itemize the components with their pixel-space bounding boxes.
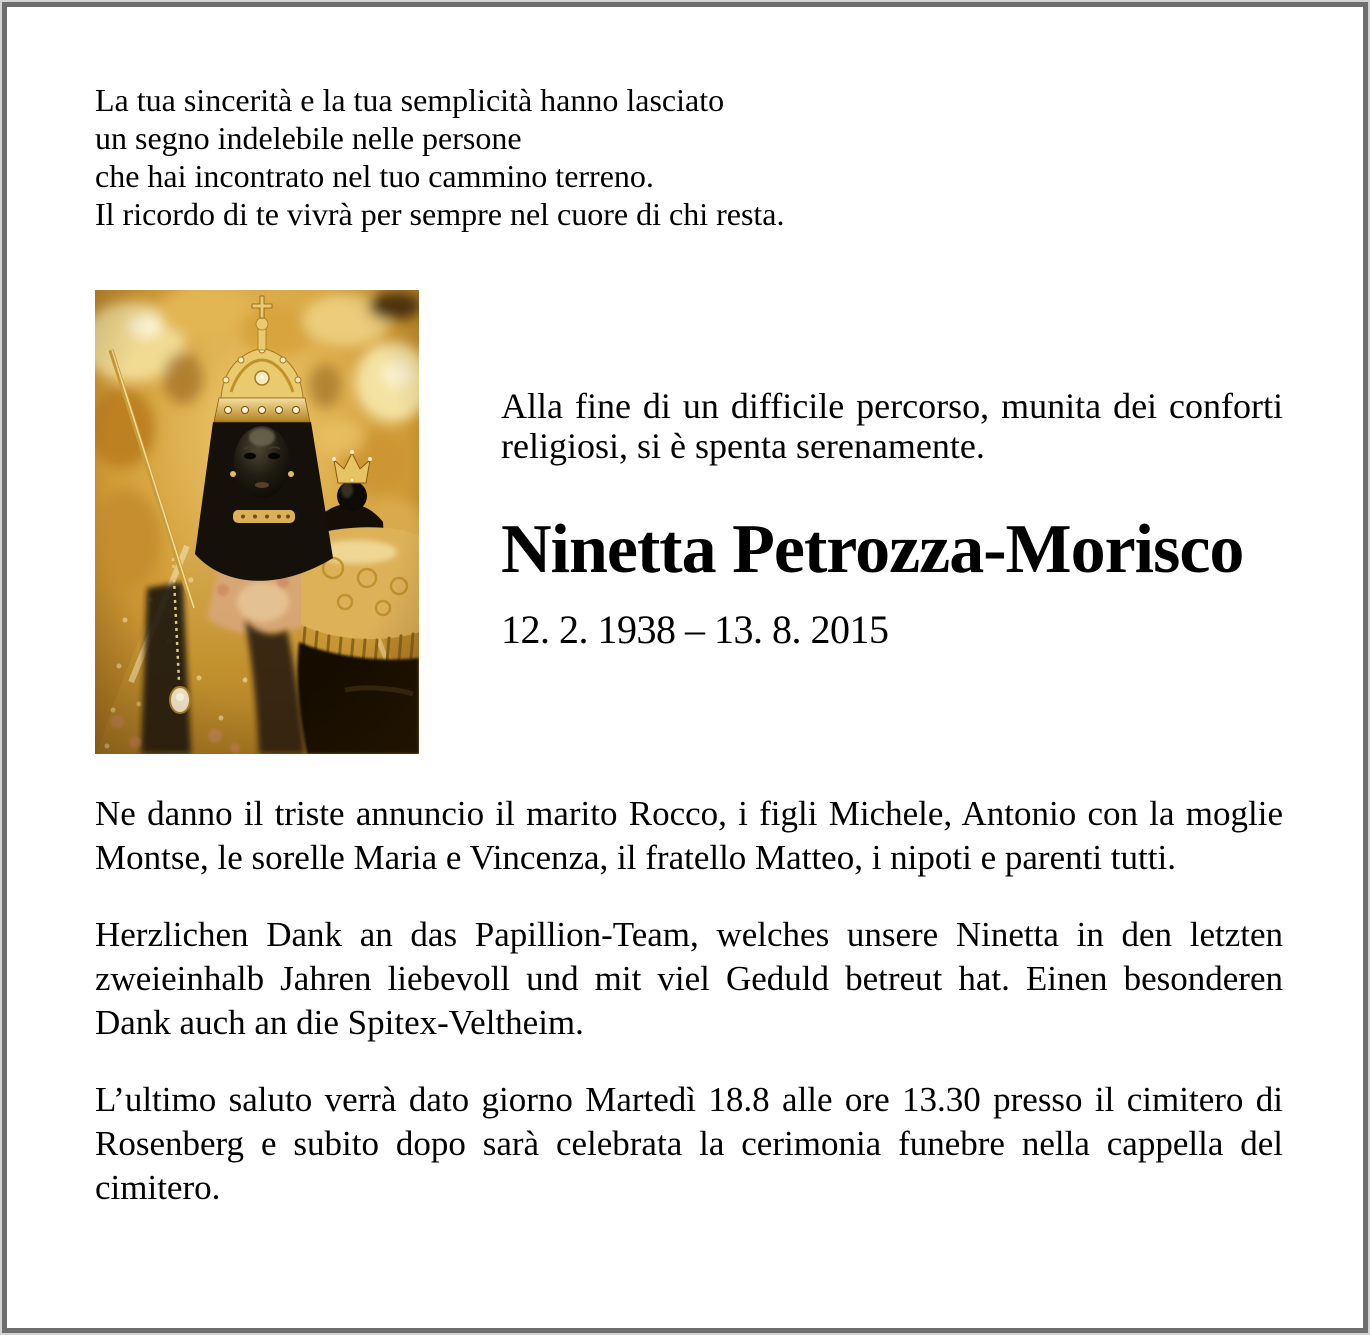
photo-and-name-section	[95, 290, 1283, 754]
deceased-name: Ninetta Petrozza-Morisco	[501, 511, 1244, 588]
memorial-quote	[95, 81, 1283, 233]
madonna-photo	[95, 290, 419, 754]
quote-line: Il ricordo di te vivrà per sempre nel cuore di chi resta.	[95, 196, 785, 232]
quote-line: che hai incontrato nel tuo cammino terreno.	[95, 158, 654, 194]
thanks-paragraph: Herzlichen Dank an das Papillion-Team, welches unsere Ninetta in den letzten zweieinhalb Jahren liebevoll und mit viel Geduld betreut hat. Einen besonderen Dank auch an die Spitex-Veltheim.	[95, 915, 1283, 1042]
announcement-paragraph: Ne danno il triste annuncio il marito Rocco, i figli Michele, Antonio con la moglie Montse, le sorelle Maria e Vincenza, il fratello Matteo, i nipoti e parenti tutti.	[95, 794, 1283, 877]
black-madonna-illustration	[95, 290, 419, 754]
farewell-paragraph: L’ultimo saluto verrà dato giorno Martedì 18.8 alle ore 13.30 presso il cimitero di Rosenberg e subito dopo sarà celebrata la cerimonia funebre nella cappella del cimitero.	[95, 1080, 1283, 1207]
quote-line: La tua sincerità e la tua semplicità hanno lasciato	[95, 82, 725, 118]
quote-line: un segno indelebile nelle persone	[95, 120, 522, 156]
intro-text: Alla fine di un difficile percorso, munita dei conforti religiosi, si è spenta serenamente.	[501, 386, 1283, 466]
page-content	[2, 2, 1368, 1333]
life-dates: 12. 2. 1938 – 13. 8. 2015	[501, 607, 889, 652]
name-column	[501, 290, 1283, 754]
